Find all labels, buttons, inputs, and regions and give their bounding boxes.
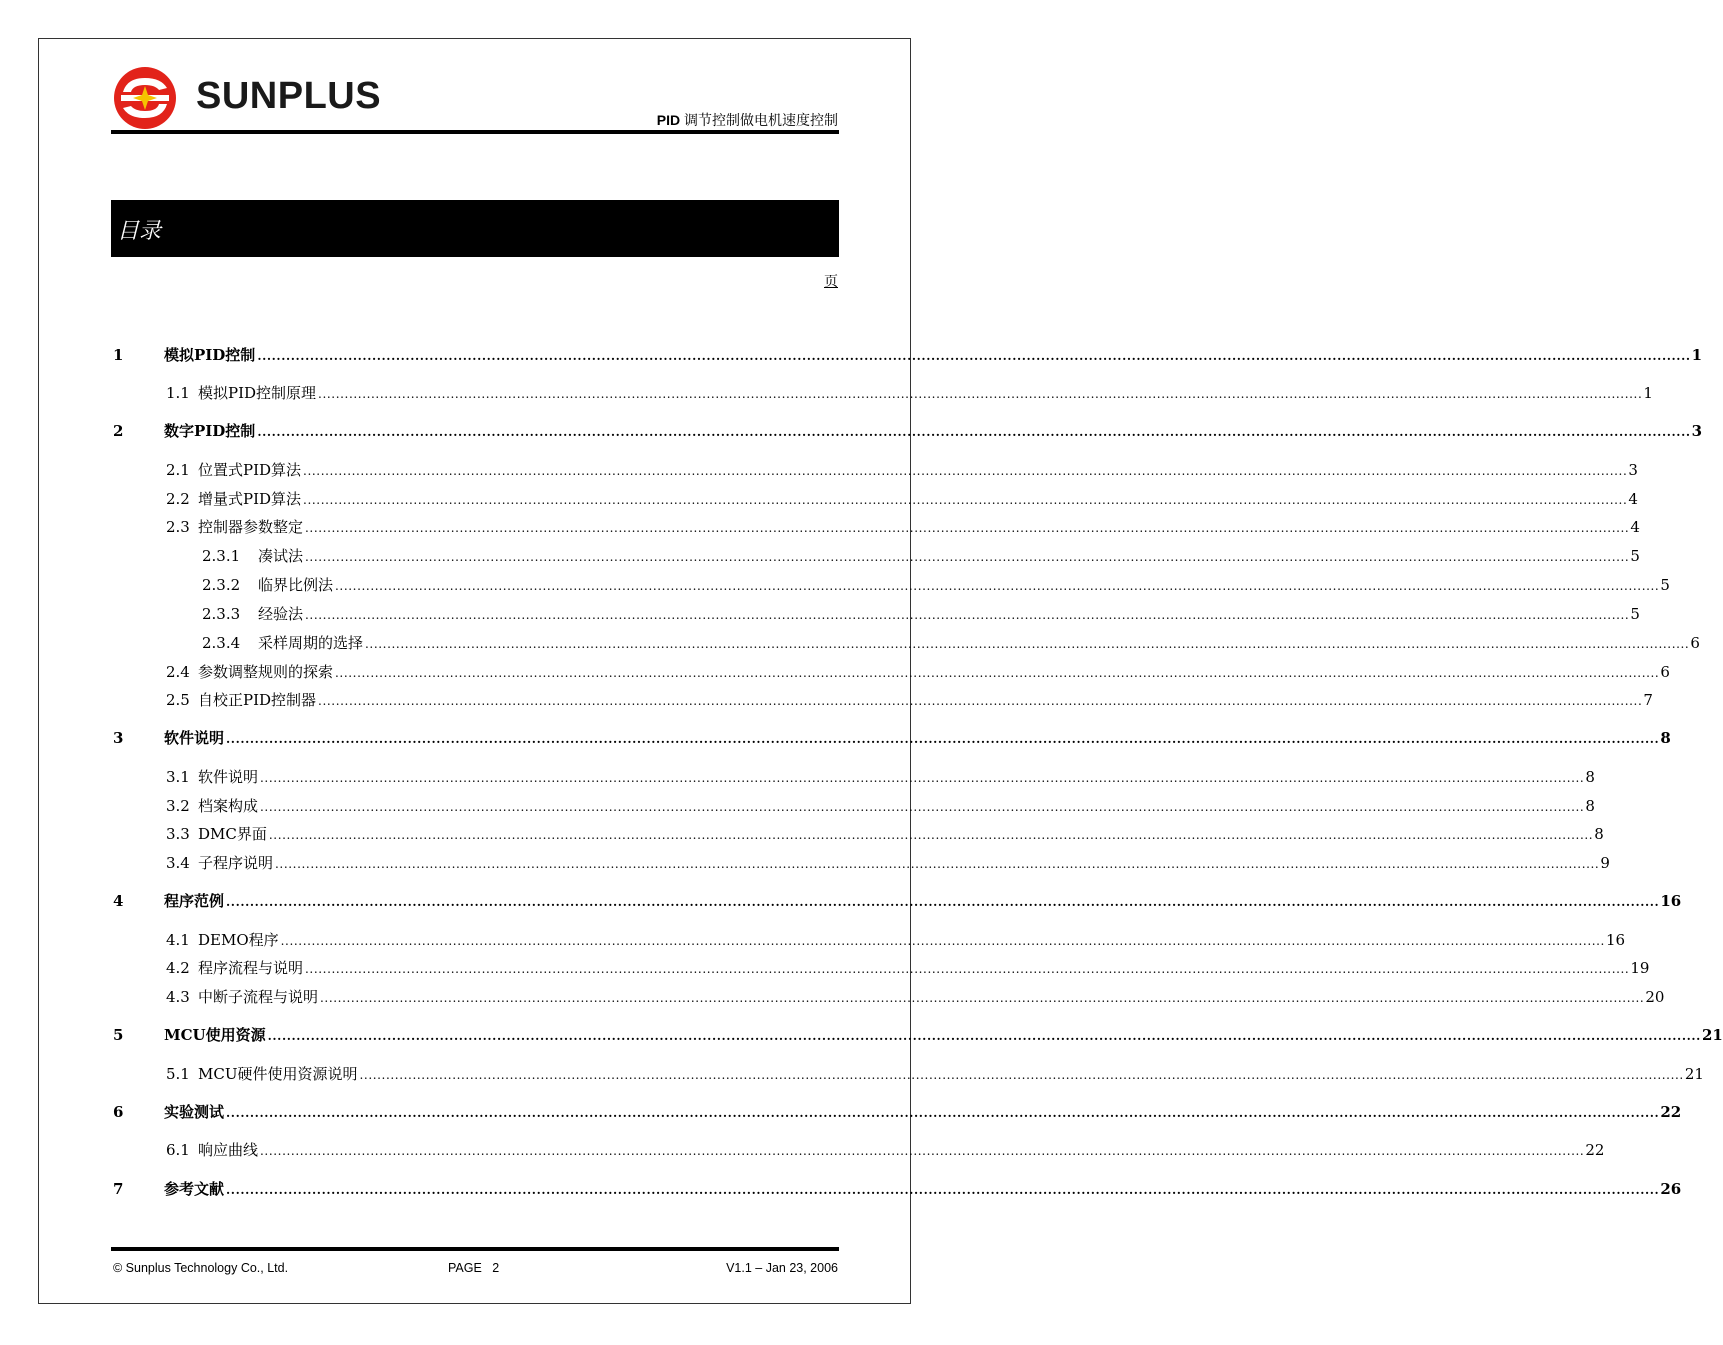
toc-entry-line xyxy=(164,420,1703,443)
toc-leader-dots: ............................................................................................................................................................................................................................................................................................................ xyxy=(226,732,1660,746)
section-banner xyxy=(111,200,839,257)
toc-entry-line xyxy=(258,545,1640,568)
toc-entry-line xyxy=(164,1178,1682,1201)
toc-entry-page: 9 xyxy=(1600,854,1610,872)
toc-entry[interactable] xyxy=(0,420,1703,442)
toc-leader-dots: ............................................................................................................................................................................................................................................................................................................ xyxy=(257,425,1691,439)
footer-rule xyxy=(111,1247,839,1251)
toc-entry-page: 8 xyxy=(1594,825,1604,843)
toc-entry-page: 4 xyxy=(1628,490,1638,508)
toc-entry-line xyxy=(164,727,1671,750)
toc-entry-line xyxy=(198,488,1638,511)
toc-entry[interactable] xyxy=(0,632,1700,654)
toc-entry-number: 1.1 xyxy=(166,384,190,402)
banner-title: 目录 xyxy=(117,219,162,244)
toc-leader-dots: ............................................................................................................................................................................................................................................................................................................ xyxy=(303,493,1628,507)
toc-entry-title: 增量式PID算法 xyxy=(198,490,302,508)
toc-entry[interactable] xyxy=(0,574,1670,596)
toc-entry-page: 16 xyxy=(1605,931,1626,949)
toc-entry-line xyxy=(258,632,1700,655)
toc-leader-dots: ............................................................................................................................................................................................................................................................................................................ xyxy=(226,895,1660,909)
toc-entry[interactable] xyxy=(0,1024,1723,1046)
toc-entry[interactable] xyxy=(0,661,1670,683)
toc-leader-dots: ............................................................................................................................................................................................................................................................................................................ xyxy=(305,962,1630,976)
toc-entry-page: 3 xyxy=(1628,461,1638,479)
toc-entry-page: 22 xyxy=(1660,1103,1682,1121)
toc-leader-dots: ............................................................................................................................................................................................................................................................................................................ xyxy=(335,666,1660,680)
toc-entry-page: 20 xyxy=(1645,988,1665,1006)
toc-entry[interactable] xyxy=(0,795,1595,817)
toc-entry-number: 4.2 xyxy=(166,959,190,977)
toc-entry-page: 26 xyxy=(1660,1180,1682,1198)
toc-entry[interactable] xyxy=(0,1139,1605,1161)
toc-leader-dots: ............................................................................................................................................................................................................................................................................................................ xyxy=(260,800,1585,814)
toc-entry-page: 6 xyxy=(1660,663,1670,681)
toc-entry-title: 控制器参数整定 xyxy=(198,518,304,536)
toc-entry-line xyxy=(198,929,1626,952)
toc-entry-number: 3 xyxy=(113,729,124,747)
toc-leader-dots: ............................................................................................................................................................................................................................................................................................................ xyxy=(335,579,1660,593)
header-rule xyxy=(111,130,839,134)
sunplus-logo-icon xyxy=(113,66,177,130)
toc-entry-number: 2.3.3 xyxy=(202,605,241,623)
toc-entry-number: 2.4 xyxy=(166,663,190,681)
toc-entry-line xyxy=(258,603,1640,626)
toc-entry-page: 21 xyxy=(1701,1026,1723,1044)
toc-entry-page: 6 xyxy=(1690,634,1700,652)
toc-entry-title: 经验法 xyxy=(258,605,304,623)
toc-entry-number: 3.2 xyxy=(166,797,190,815)
toc-entry-number: 7 xyxy=(113,1180,124,1198)
toc-entry-number: 6 xyxy=(113,1103,124,1121)
toc-leader-dots: ............................................................................................................................................................................................................................................................................................................ xyxy=(280,934,1605,948)
toc-leader-dots: ............................................................................................................................................................................................................................................................................................................ xyxy=(226,1183,1660,1197)
toc-entry-line xyxy=(198,459,1638,482)
footer-copyright: © Sunplus Technology Co., Ltd. xyxy=(113,1261,289,1275)
toc-entry-title: 子程序说明 xyxy=(198,854,274,872)
toc-entry-line xyxy=(198,661,1670,684)
toc-entry-line xyxy=(258,574,1670,597)
toc-entry-number: 5.1 xyxy=(166,1065,190,1083)
toc-entry-title: MCU硬件使用资源说明 xyxy=(198,1065,358,1083)
toc-entry-line xyxy=(164,890,1682,913)
toc-entry[interactable] xyxy=(0,890,1682,912)
document-title xyxy=(657,110,838,130)
toc-entry-title: 参数调整规则的探索 xyxy=(198,663,334,681)
toc-entry-page: 8 xyxy=(1585,797,1595,815)
toc-entry[interactable] xyxy=(0,603,1640,625)
toc-entry-line xyxy=(198,382,1653,405)
toc-entry-title: 数字PID控制 xyxy=(164,422,256,440)
toc-entry[interactable] xyxy=(0,344,1703,366)
toc-entry[interactable] xyxy=(0,1063,1704,1085)
toc-entry-page: 21 xyxy=(1684,1065,1704,1083)
toc-entry-title: 实验测试 xyxy=(164,1103,225,1121)
footer-page-number: PAGE 2 xyxy=(448,1261,500,1275)
toc-entry-title: MCU使用资源 xyxy=(164,1026,266,1044)
toc-entry-line xyxy=(198,516,1640,539)
toc-entry-title: 响应曲线 xyxy=(198,1141,259,1159)
toc-entry-number: 3.3 xyxy=(166,825,190,843)
toc-entry[interactable] xyxy=(0,488,1638,510)
toc-entry-number: 4 xyxy=(113,892,124,910)
toc-entry-number: 3.4 xyxy=(166,854,190,872)
toc-entry[interactable] xyxy=(0,986,1665,1008)
toc-entry-line xyxy=(198,823,1604,846)
toc-entry[interactable] xyxy=(0,852,1610,874)
toc-entry-number: 2.3.4 xyxy=(202,634,241,652)
toc-leader-dots: ............................................................................................................................................................................................................................................................................................................ xyxy=(305,521,1630,535)
toc-entry-number: 2 xyxy=(113,422,124,440)
toc-entry-page: 16 xyxy=(1660,892,1682,910)
toc-entry-title: 参考文献 xyxy=(164,1180,225,1198)
toc-entry-page: 19 xyxy=(1630,959,1650,977)
toc-entry-line xyxy=(164,1024,1723,1047)
toc-leader-dots: ............................................................................................................................................................................................................................................................................................................ xyxy=(320,991,1645,1005)
toc-entry-page: 1 xyxy=(1691,346,1703,364)
toc-entry-title: 软件说明 xyxy=(198,768,259,786)
toc-entry-line xyxy=(198,795,1595,818)
page-column-label: 页 xyxy=(824,274,838,290)
toc-leader-dots: ............................................................................................................................................................................................................................................................................................................ xyxy=(365,637,1690,651)
toc-entry-line xyxy=(198,986,1665,1009)
toc-entry-page: 7 xyxy=(1643,691,1653,709)
document-title-rest: 调节控制做电机速度控制 xyxy=(680,112,838,128)
toc-entry-title: DMC界面 xyxy=(198,825,267,843)
toc-entry-number: 5 xyxy=(113,1026,124,1044)
toc-entry[interactable] xyxy=(0,382,1653,404)
toc-entry-number: 4.3 xyxy=(166,988,190,1006)
toc-entry-title: 采样周期的选择 xyxy=(258,634,364,652)
toc-entry-title: 模拟PID控制原理 xyxy=(198,384,317,402)
toc-entry-line xyxy=(198,957,1650,980)
toc-entry-title: 程序流程与说明 xyxy=(198,959,304,977)
toc-leader-dots: ............................................................................................................................................................................................................................................................................................................ xyxy=(226,1106,1660,1120)
toc-entry-title: 中断子流程与说明 xyxy=(198,988,319,1006)
toc-leader-dots: ............................................................................................................................................................................................................................................................................................................ xyxy=(257,349,1691,363)
toc-entry-number: 2.3 xyxy=(166,518,190,536)
toc-entry[interactable] xyxy=(0,459,1638,481)
toc-entry-page: 22 xyxy=(1585,1141,1605,1159)
toc-entry-page: 3 xyxy=(1691,422,1703,440)
toc-entry-page: 5 xyxy=(1630,605,1640,623)
toc-entry-page: 4 xyxy=(1630,518,1640,536)
toc-entry[interactable] xyxy=(0,545,1640,567)
toc-entry-number: 3.1 xyxy=(166,768,190,786)
toc-entry[interactable] xyxy=(0,516,1640,538)
footer-version: V1.1 – Jan 23, 2006 xyxy=(726,1261,838,1275)
toc-entry-line xyxy=(164,1101,1682,1124)
toc-entry-number: 2.1 xyxy=(166,461,190,479)
toc-entry[interactable] xyxy=(0,727,1671,749)
toc-leader-dots: ............................................................................................................................................................................................................................................................................................................ xyxy=(268,828,1594,842)
toc-entry-number: 4.1 xyxy=(166,931,190,949)
toc-entry-number: 1 xyxy=(113,346,124,364)
toc-entry[interactable] xyxy=(0,766,1595,788)
toc-leader-dots: ............................................................................................................................................................................................................................................................................................................ xyxy=(305,608,1630,622)
toc-entry-title: DEMO程序 xyxy=(198,931,279,949)
toc-entry-line xyxy=(198,1139,1605,1162)
toc-entry[interactable] xyxy=(0,929,1626,951)
toc-entry-line xyxy=(198,852,1610,875)
toc-entry-title: 位置式PID算法 xyxy=(198,461,302,479)
toc-entry-title: 临界比例法 xyxy=(258,576,334,594)
toc-leader-dots: ............................................................................................................................................................................................................................................................................................................ xyxy=(318,387,1643,401)
toc-entry-line xyxy=(198,1063,1704,1086)
toc-leader-dots: ............................................................................................................................................................................................................................................................................................................ xyxy=(318,694,1643,708)
toc-entry-title: 程序范例 xyxy=(164,892,225,910)
toc-entry-title: 软件说明 xyxy=(164,729,225,747)
toc-leader-dots: ............................................................................................................................................................................................................................................................................................................ xyxy=(305,550,1630,564)
toc-entry-line xyxy=(198,766,1595,789)
brand-name: SUNPLUS xyxy=(196,75,382,117)
toc-entry-page: 5 xyxy=(1630,547,1640,565)
toc-entry-title: 凑试法 xyxy=(258,547,304,565)
toc-entry-page: 8 xyxy=(1585,768,1595,786)
toc-entry-number: 6.1 xyxy=(166,1141,190,1159)
toc-entry-title: 自校正PID控制器 xyxy=(198,691,317,709)
toc-leader-dots: ............................................................................................................................................................................................................................................................................................................ xyxy=(275,857,1600,871)
toc-entry[interactable] xyxy=(0,1101,1682,1123)
toc-entry-title: 模拟PID控制 xyxy=(164,346,256,364)
toc-entry-number: 2.3.1 xyxy=(202,547,241,565)
toc-entry-title: 档案构成 xyxy=(198,797,259,815)
toc-leader-dots: ............................................................................................................................................................................................................................................................................................................ xyxy=(260,771,1585,785)
toc-entry[interactable] xyxy=(0,823,1604,845)
toc-entry-line xyxy=(164,344,1703,367)
toc-entry-page: 8 xyxy=(1660,729,1671,747)
toc-leader-dots: ............................................................................................................................................................................................................................................................................................................ xyxy=(267,1029,1701,1043)
toc-entry[interactable] xyxy=(0,1178,1682,1200)
toc-entry-number: 2.2 xyxy=(166,490,190,508)
toc-entry-number: 2.3.2 xyxy=(202,576,241,594)
document-title-bold: PID xyxy=(656,112,681,128)
toc-entry-page: 1 xyxy=(1643,384,1653,402)
toc-leader-dots: ............................................................................................................................................................................................................................................................................................................ xyxy=(359,1068,1684,1082)
toc-leader-dots: ............................................................................................................................................................................................................................................................................................................ xyxy=(260,1144,1585,1158)
toc-entry-line xyxy=(198,689,1653,712)
toc-entry-number: 2.5 xyxy=(166,691,190,709)
toc-entry[interactable] xyxy=(0,689,1653,711)
toc-entry[interactable] xyxy=(0,957,1650,979)
toc-entry-page: 5 xyxy=(1660,576,1670,594)
toc-leader-dots: ............................................................................................................................................................................................................................................................................................................ xyxy=(303,464,1628,478)
